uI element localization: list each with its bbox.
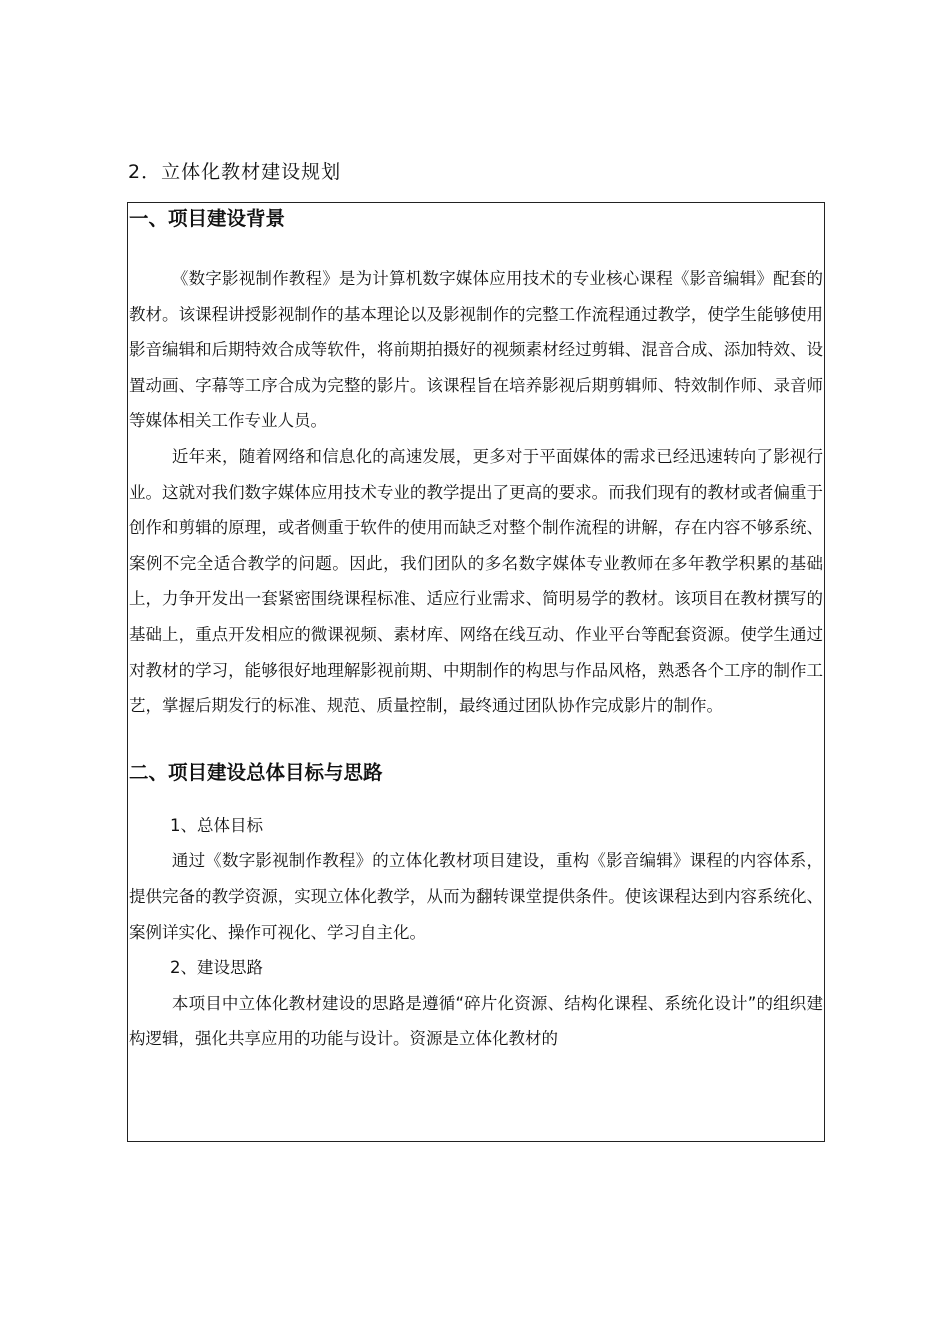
section-title-background: 一、项目建设背景: [129, 207, 286, 230]
subheading-overall-goal: 1、总体目标: [170, 815, 263, 835]
document-heading: 2．立体化教材建设规划: [128, 161, 342, 183]
content-table-cell: [127, 202, 825, 1142]
subheading-construction-approach: 2、建设思路: [170, 958, 263, 978]
paragraph-overall-goal: 通过《数字影视制作教程》的立体化教材项目建设，重构《影音编辑》课程的内容体系，提供完备的教学资源，实现立体化教学，从而为翻转课堂提供条件。使该课程达到内容系统化、案例详实化、操作可视化、学习自主化。: [129, 851, 823, 942]
paragraph-recent-years: 近年来，随着网络和信息化的高速发展，更多对于平面媒体的需求已经迅速转向了影视行业。这就对我们数字媒体应用技术专业的教学提出了更高的要求。而我们现有的教材或者偏重于创作和剪辑的原理，或者侧重于软件的使用而缺乏对整个制作流程的讲解，存在内容不够系统、案例不完全适合教学的问题。因此，我们团队的多名数字媒体专业教师在多年教学积累的基础上，力争开发出一套紧密围绕课程标准、适应行业需求、简明易学的教材。该项目在教材撰写的基础上，重点开发相应的微课视频、素材库、网络在线互动、作业平台等配套资源。使学生通过对教材的学习，能够很好地理解影视前期、中期制作的构思与作品风格，熟悉各个工序的制作工艺，掌握后期发行的标准、规范、质量控制，最终通过团队协作完成影片的制作。: [129, 446, 823, 716]
paragraph-construction-approach: 本项目中立体化教材建设的思路是遵循“碎片化资源、结构化课程、系统化设计”的组织建构逻辑，强化共享应用的功能与设计。资源是立体化教材的: [129, 993, 823, 1049]
section-title-goals: 二、项目建设总体目标与思路: [129, 760, 383, 784]
paragraph-course-intro: 《数字影视制作教程》是为计算机数字媒体应用技术的专业核心课程《影音编辑》配套的教材。该课程讲授影视制作的基本理论以及影视制作的完整工作流程通过教学，使学生能够使用影音编辑和后期特效合成等软件，将前期拍摄好的视频素材经过剪辑、混音合成、添加特效、设置动画、字幕等工序合成为完整的影片。该课程旨在培养影视后期剪辑师、特效制作师、录音师等媒体相关工作专业人员。: [129, 269, 823, 431]
